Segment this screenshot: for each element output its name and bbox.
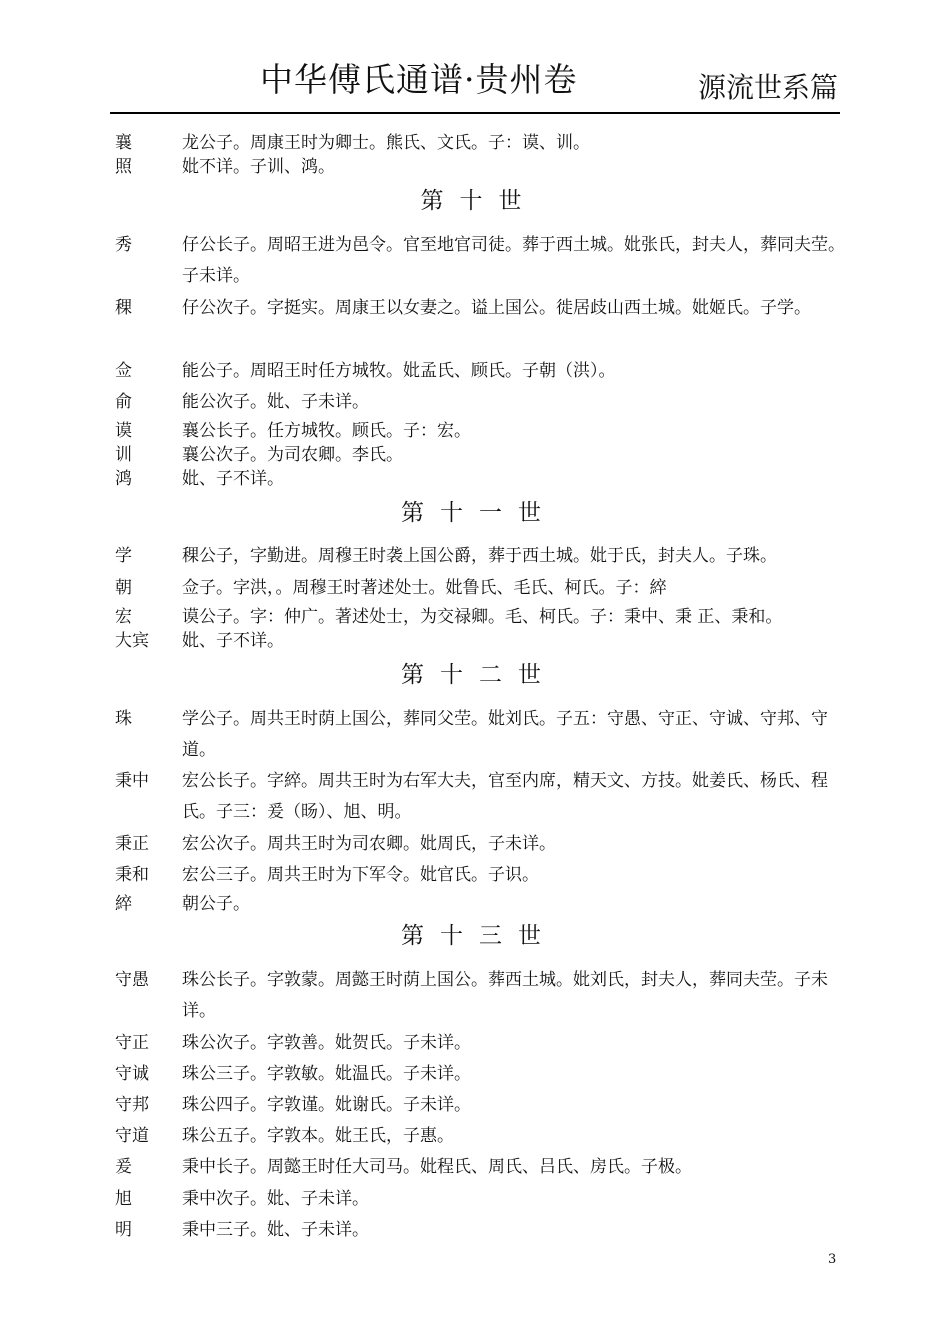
list-item (115, 420, 845, 442)
list-item (115, 468, 845, 490)
list-item (115, 1215, 845, 1246)
list-item (115, 766, 845, 828)
entry-desc: 宏公三子。周共王时为下军令。妣官氏。子识。 (182, 865, 539, 885)
entry-desc: 襄公长子。任方城牧。顾氏。子：宏。 (182, 421, 471, 441)
list-item (115, 1059, 845, 1090)
entry-desc: 谟公子。字：仲广。著述处士，为交禄卿。毛、柯氏。子：秉中、秉 正、秉和。 (182, 607, 783, 627)
entry-name: 旭 (115, 1189, 132, 1209)
entry-desc: 仔公长子。周昭王进为邑令。官至地官司徒。葬于西土城。妣张氏，封夫人，葬同夫茔。子未详。 (182, 235, 845, 286)
entry-name: 佥 (115, 361, 132, 381)
section-title: 源流世系篇 (697, 71, 838, 104)
entry-desc: 珠公五子。字敦本。妣王氏，子惠。 (182, 1126, 454, 1146)
entry-desc: 秉中三子。妣、子未详。 (182, 1220, 369, 1240)
entry-name: 明 (115, 1220, 132, 1240)
list-item (115, 573, 845, 604)
entry-name: 秉正 (115, 834, 149, 854)
generation-heading: 第十世 (420, 188, 538, 214)
list-item (115, 1121, 845, 1152)
entry-desc: 能公子。周昭王时任方城牧。妣孟氏、顾氏。子朝（洪）。 (182, 361, 616, 381)
entry-name: 襄 (115, 133, 132, 153)
book-title: 中华傅氏通谱·贵州卷 (260, 60, 578, 99)
entry-name: 守愚 (115, 970, 149, 990)
list-item (115, 704, 845, 766)
entry-name: 爰 (115, 1157, 132, 1177)
entry-desc: 稞公子，字勤进。周穆王时袭上国公爵，葬于西土城。妣于氏，封夫人。子珠。 (182, 546, 777, 566)
entry-name: 鸿 (115, 469, 132, 489)
list-item (115, 293, 845, 324)
page-number: 3 (828, 1252, 837, 1267)
entry-name: 大宾 (115, 631, 149, 651)
entry-desc: 仔公次子。字挺实。周康王以女妻之。谥上国公。徙居歧山西土城。妣姬氏。子学。 (182, 298, 811, 318)
list-item (115, 606, 845, 628)
entry-desc: 珠公四子。字敦谨。妣谢氏。子未详。 (182, 1095, 471, 1115)
entry-desc: 妣不详。子训、鸿。 (182, 157, 335, 177)
list-item (115, 387, 845, 418)
entry-name: 守道 (115, 1126, 149, 1146)
list-item (115, 230, 845, 292)
entry-desc: 妣、子不详。 (182, 469, 284, 489)
entry-name: 珠 (115, 709, 132, 729)
entry-desc: 朝公子。 (182, 894, 250, 914)
entry-desc: 宏公次子。周共王时为司农卿。妣周氏，子未详。 (182, 834, 556, 854)
entry-name: 守正 (115, 1033, 149, 1053)
entry-desc: 佥子。字洪，。周穆王时著述处士。妣鲁氏、毛氏、柯氏。子：綷 (182, 578, 667, 598)
generation-heading: 第十三世 (401, 923, 557, 949)
generation-heading: 第十二世 (401, 662, 557, 688)
entry-desc: 襄公次子。为司农卿。李氏。 (182, 445, 403, 465)
entry-name: 照 (115, 157, 132, 177)
entry-name: 学 (115, 546, 132, 566)
entry-name: 守邦 (115, 1095, 149, 1115)
list-item (115, 1090, 845, 1121)
entry-desc: 珠公长子。字敦蒙。周懿王时荫上国公。葬西土城。妣刘氏，封夫人，葬同夫茔。子未详。 (182, 970, 828, 1021)
entry-name: 稞 (115, 298, 132, 318)
list-item (115, 1184, 845, 1215)
entry-desc: 龙公子。周康王时为卿士。熊氏、文氏。子：谟、训。 (182, 133, 590, 153)
entry-desc: 珠公三子。字敦敏。妣温氏。子未详。 (182, 1064, 471, 1084)
list-item (115, 1152, 845, 1183)
entry-desc: 学公子。周共王时荫上国公，葬同父茔。妣刘氏。子五：守愚、守正、守诚、守邦、守道。 (182, 709, 828, 760)
list-item (115, 630, 845, 652)
entry-name: 綷 (115, 894, 132, 914)
entry-name: 宏 (115, 607, 132, 627)
list-item (115, 965, 845, 1027)
entry-name: 朝 (115, 578, 132, 598)
list-item (115, 444, 845, 466)
list-item (115, 356, 845, 387)
entry-name: 秀 (115, 235, 132, 255)
list-item (115, 132, 845, 154)
list-item (115, 1028, 845, 1059)
entry-desc: 妣、子不详。 (182, 631, 284, 651)
entry-name: 训 (115, 445, 132, 465)
entry-desc: 宏公长子。字綷。周共王时为右军大夫，官至内席，精天文、方技。妣姜氏、杨氏、程氏。子三：爰（旸）、旭、明。 (182, 771, 828, 822)
entry-name: 谟 (115, 421, 132, 441)
generation-heading: 第十一世 (401, 500, 557, 526)
list-item (115, 541, 845, 572)
entry-name: 俞 (115, 392, 132, 412)
entry-name: 守诚 (115, 1064, 149, 1084)
page-header (110, 40, 840, 114)
entry-desc: 能公次子。妣、子未详。 (182, 392, 369, 412)
entry-name: 秉中 (115, 771, 149, 791)
list-item (115, 893, 845, 915)
list-item (115, 829, 845, 860)
list-item (115, 860, 845, 891)
entry-desc: 秉中次子。妣、子未详。 (182, 1189, 369, 1209)
entry-desc: 秉中长子。周懿王时任大司马。妣程氏、周氏、吕氏、房氏。子极。 (182, 1157, 692, 1177)
entry-desc: 珠公次子。字敦善。妣贺氏。子未详。 (182, 1033, 471, 1053)
list-item (115, 156, 845, 178)
entry-name: 秉和 (115, 865, 149, 885)
